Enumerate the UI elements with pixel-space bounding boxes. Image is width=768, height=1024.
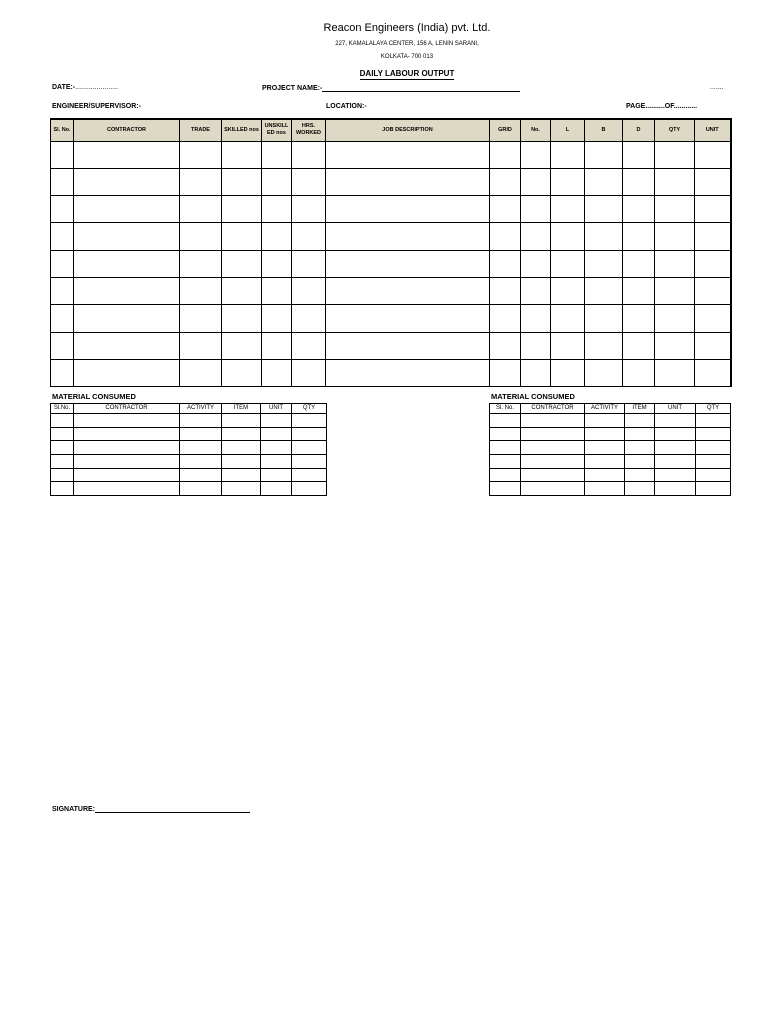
labour-table-cell[interactable] — [521, 196, 551, 223]
material-right-cell[interactable] — [521, 482, 585, 496]
labour-table-cell[interactable] — [623, 141, 655, 168]
material-right-cell[interactable] — [521, 427, 585, 441]
material-left-row — [51, 441, 327, 455]
labour-table-cell[interactable] — [490, 359, 521, 386]
labour-table-cell[interactable] — [490, 223, 521, 250]
material-left-row — [51, 455, 327, 469]
labour-table-row — [51, 196, 731, 223]
material-left-cell[interactable] — [74, 441, 180, 455]
project-label: PROJECT NAME:- — [262, 85, 323, 92]
labour-table-cell[interactable] — [585, 277, 623, 304]
labour-table-cell[interactable] — [292, 277, 326, 304]
labour-table-cell[interactable] — [292, 168, 326, 195]
labour-table-cell[interactable] — [695, 305, 731, 332]
labour-table-cell[interactable] — [180, 359, 222, 386]
labour-table-cell[interactable] — [180, 223, 222, 250]
labour-table-cell[interactable] — [262, 168, 292, 195]
material-left-cell[interactable] — [180, 468, 222, 482]
labour-table-cell[interactable] — [326, 305, 490, 332]
labour-table-cell[interactable] — [292, 332, 326, 359]
labour-table-cell[interactable] — [292, 305, 326, 332]
material-right-cell[interactable] — [696, 427, 731, 441]
labour-table-cell[interactable] — [262, 332, 292, 359]
material-left-col-header: Sl.No. — [51, 404, 74, 414]
labour-table-cell[interactable] — [585, 168, 623, 195]
material-right-cell[interactable] — [490, 414, 521, 428]
labour-table-cell[interactable] — [521, 141, 551, 168]
material-left-header-row — [51, 404, 327, 414]
labour-table-cell[interactable] — [551, 196, 585, 223]
material-right-cell[interactable] — [655, 441, 696, 455]
right-dots: ....... — [710, 84, 724, 91]
labour-table-cell[interactable] — [51, 223, 74, 250]
labour-table-cell[interactable] — [222, 168, 262, 195]
material-right-cell[interactable] — [655, 427, 696, 441]
labour-table-cell[interactable] — [695, 332, 731, 359]
labour-table-cell[interactable] — [326, 332, 490, 359]
labour-table-cell[interactable] — [585, 196, 623, 223]
labour-table-cell[interactable] — [655, 168, 695, 195]
signature-line — [95, 805, 250, 813]
labour-table-cell[interactable] — [51, 277, 74, 304]
labour-table-cell[interactable] — [180, 277, 222, 304]
labour-table-cell[interactable] — [695, 141, 731, 168]
material-right-cell[interactable] — [521, 455, 585, 469]
labour-table-cell[interactable] — [51, 168, 74, 195]
labour-table-cell[interactable] — [551, 141, 585, 168]
labour-table-cell[interactable] — [623, 168, 655, 195]
labour-table-cell[interactable] — [585, 332, 623, 359]
labour-table-cell[interactable] — [180, 250, 222, 277]
material-left-cell[interactable] — [292, 455, 327, 469]
labour-table-cell[interactable] — [585, 223, 623, 250]
labour-table-cell[interactable] — [623, 250, 655, 277]
labour-table-row — [51, 332, 731, 359]
labour-table-cell[interactable] — [551, 168, 585, 195]
project-field — [262, 84, 520, 92]
material-right-col-header: CONTRACTOR — [521, 404, 585, 414]
labour-table-cell[interactable] — [551, 332, 585, 359]
material-left-cell[interactable] — [51, 468, 74, 482]
labour-table-col-header: D — [623, 119, 655, 141]
labour-table-cell[interactable] — [695, 359, 731, 386]
material-right-cell[interactable] — [585, 455, 625, 469]
material-left-cell[interactable] — [261, 414, 292, 428]
location-label: LOCATION:- — [326, 103, 367, 110]
material-right-cell[interactable] — [625, 427, 655, 441]
labour-table-row — [51, 305, 731, 332]
labour-table-cell[interactable] — [326, 359, 490, 386]
material-left-cell[interactable] — [261, 482, 292, 496]
labour-table-cell[interactable] — [521, 305, 551, 332]
labour-table-cell[interactable] — [623, 196, 655, 223]
material-right-cell[interactable] — [625, 414, 655, 428]
material-left-cell[interactable] — [74, 455, 180, 469]
material-left-col-header: ACTIVITY — [180, 404, 222, 414]
material-left-cell[interactable] — [292, 427, 327, 441]
labour-table-cell[interactable] — [623, 332, 655, 359]
material-left-cell[interactable] — [180, 414, 222, 428]
material-right-cell[interactable] — [490, 427, 521, 441]
labour-table-row — [51, 277, 731, 304]
labour-table-cell[interactable] — [490, 168, 521, 195]
material-left-cell[interactable] — [261, 468, 292, 482]
material-left-cell[interactable] — [222, 455, 261, 469]
material-right-cell[interactable] — [625, 482, 655, 496]
labour-table-cell[interactable] — [74, 196, 180, 223]
signature-label: SIGNATURE: — [52, 806, 96, 813]
material-right-cell[interactable] — [696, 455, 731, 469]
material-left-row — [51, 414, 327, 428]
material-left-cell[interactable] — [261, 455, 292, 469]
labour-table-cell[interactable] — [695, 168, 731, 195]
page-label: PAGE..........OF............ — [626, 103, 698, 110]
material-left-cell[interactable] — [74, 427, 180, 441]
material-right-cell[interactable] — [585, 414, 625, 428]
labour-table-cell[interactable] — [326, 250, 490, 277]
material-right-col-header: ITEM — [625, 404, 655, 414]
labour-table-cell[interactable] — [222, 332, 262, 359]
labour-table-cell[interactable] — [521, 359, 551, 386]
labour-table-cell[interactable] — [222, 277, 262, 304]
labour-table-cell[interactable] — [262, 277, 292, 304]
labour-table-cell[interactable] — [222, 250, 262, 277]
labour-table-cell[interactable] — [262, 250, 292, 277]
labour-table-cell[interactable] — [695, 277, 731, 304]
labour-table-cell[interactable] — [551, 359, 585, 386]
material-right-cell[interactable] — [585, 482, 625, 496]
material-right-cell[interactable] — [696, 482, 731, 496]
labour-table-cell[interactable] — [180, 141, 222, 168]
material-right-cell[interactable] — [655, 414, 696, 428]
labour-table-cell[interactable] — [655, 332, 695, 359]
project-line — [322, 84, 520, 92]
material-right-cell[interactable] — [490, 468, 521, 482]
labour-table-cell[interactable] — [180, 332, 222, 359]
labour-table-cell[interactable] — [222, 196, 262, 223]
labour-table-cell[interactable] — [262, 359, 292, 386]
labour-table-col-header: UNIT — [695, 119, 731, 141]
material-left-col-header: UNIT — [261, 404, 292, 414]
labour-table-cell[interactable] — [623, 223, 655, 250]
material-left-cell[interactable] — [222, 427, 261, 441]
material-right-cell[interactable] — [490, 441, 521, 455]
labour-table-cell[interactable] — [655, 250, 695, 277]
material-left-cell[interactable] — [180, 482, 222, 496]
material-right-row — [490, 455, 731, 469]
material-right-cell[interactable] — [696, 468, 731, 482]
material-right-cell[interactable] — [625, 455, 655, 469]
material-left-cell[interactable] — [222, 441, 261, 455]
material-left-cell[interactable] — [292, 468, 327, 482]
labour-table-cell[interactable] — [585, 141, 623, 168]
material-left-cell[interactable] — [74, 468, 180, 482]
material-left-cell[interactable] — [222, 414, 261, 428]
labour-table-cell[interactable] — [655, 277, 695, 304]
material-right-row — [490, 441, 731, 455]
labour-table-cell[interactable] — [74, 277, 180, 304]
material-left-title: MATERIAL CONSUMED — [52, 392, 136, 401]
labour-table-cell[interactable] — [521, 277, 551, 304]
material-right-cell[interactable] — [490, 482, 521, 496]
labour-table-cell[interactable] — [51, 250, 74, 277]
labour-table-cell[interactable] — [292, 223, 326, 250]
material-left-col-header: ITEM — [222, 404, 261, 414]
labour-table-cell[interactable] — [695, 196, 731, 223]
material-left-cell[interactable] — [51, 455, 74, 469]
labour-table-cell[interactable] — [222, 305, 262, 332]
labour-table-cell[interactable] — [74, 141, 180, 168]
material-consumed-left-table — [50, 403, 327, 496]
labour-table-cell[interactable] — [521, 332, 551, 359]
labour-table-cell[interactable] — [262, 196, 292, 223]
labour-table-cell[interactable] — [521, 168, 551, 195]
material-left-cell[interactable] — [180, 455, 222, 469]
signature-field — [52, 805, 250, 813]
labour-header-row — [51, 119, 731, 141]
labour-table-cell[interactable] — [623, 305, 655, 332]
material-left-cell[interactable] — [292, 414, 327, 428]
material-consumed-right-table — [489, 403, 731, 496]
material-right-cell[interactable] — [521, 468, 585, 482]
material-left-cell[interactable] — [222, 482, 261, 496]
material-left-row — [51, 468, 327, 482]
material-right-cell[interactable] — [655, 482, 696, 496]
labour-table-cell[interactable] — [623, 359, 655, 386]
labour-table-col-header: CONTRACTOR — [74, 119, 180, 141]
labour-table-cell[interactable] — [655, 305, 695, 332]
material-left-col-header: QTY — [292, 404, 327, 414]
labour-table-cell[interactable] — [222, 359, 262, 386]
material-right-col-header: QTY — [696, 404, 731, 414]
labour-table-row — [51, 168, 731, 195]
material-left-cell[interactable] — [222, 468, 261, 482]
material-left-cell[interactable] — [180, 427, 222, 441]
material-right-cell[interactable] — [490, 455, 521, 469]
labour-table-cell[interactable] — [74, 359, 180, 386]
labour-table-col-header: GRID — [490, 119, 521, 141]
material-right-row — [490, 468, 731, 482]
labour-table-col-header: UNSKILL ED nos — [262, 119, 292, 141]
material-left-cell[interactable] — [74, 482, 180, 496]
labour-table-cell[interactable] — [585, 305, 623, 332]
labour-table-cell[interactable] — [490, 250, 521, 277]
labour-table-col-header: Sl. No. — [51, 119, 74, 141]
labour-table-col-header: B — [585, 119, 623, 141]
labour-table-cell[interactable] — [262, 223, 292, 250]
labour-table-cell[interactable] — [623, 277, 655, 304]
material-right-cell[interactable] — [585, 468, 625, 482]
labour-table-cell[interactable] — [551, 277, 585, 304]
labour-table-cell[interactable] — [74, 332, 180, 359]
labour-table-cell[interactable] — [585, 250, 623, 277]
material-left-cell[interactable] — [51, 427, 74, 441]
labour-table-cell[interactable] — [551, 250, 585, 277]
material-left-body — [51, 414, 327, 496]
labour-table-col-header: L — [551, 119, 585, 141]
material-right-title: MATERIAL CONSUMED — [491, 392, 575, 401]
material-right-row — [490, 482, 731, 496]
labour-output-table — [50, 118, 732, 387]
labour-table-cell[interactable] — [655, 196, 695, 223]
labour-table-cell[interactable] — [51, 196, 74, 223]
labour-table-cell[interactable] — [490, 332, 521, 359]
material-left-row — [51, 482, 327, 496]
labour-table-cell[interactable] — [74, 250, 180, 277]
material-right-row — [490, 427, 731, 441]
material-left-cell[interactable] — [74, 414, 180, 428]
labour-table-cell[interactable] — [521, 250, 551, 277]
material-right-cell[interactable] — [521, 441, 585, 455]
labour-table-cell[interactable] — [74, 223, 180, 250]
material-left-cell[interactable] — [51, 441, 74, 455]
address-line-2: KOLKATA- 700 013 — [380, 54, 434, 60]
labour-table-cell[interactable] — [222, 223, 262, 250]
labour-table-row — [51, 223, 731, 250]
material-left-cell[interactable] — [180, 441, 222, 455]
labour-table-cell[interactable] — [695, 250, 731, 277]
material-left-cell[interactable] — [292, 482, 327, 496]
labour-table-cell[interactable] — [292, 359, 326, 386]
labour-table-cell[interactable] — [655, 223, 695, 250]
material-left-col-header: CONTRACTOR — [74, 404, 180, 414]
date-dots: ...................... — [75, 84, 118, 91]
material-right-body — [490, 414, 731, 496]
material-right-row — [490, 414, 731, 428]
labour-table-cell[interactable] — [490, 277, 521, 304]
labour-table-cell[interactable] — [655, 141, 695, 168]
labour-body — [51, 141, 731, 387]
labour-table-cell[interactable] — [262, 141, 292, 168]
material-right-header-row — [490, 404, 731, 414]
labour-table-cell[interactable] — [585, 359, 623, 386]
labour-table-cell[interactable] — [326, 277, 490, 304]
material-right-cell[interactable] — [696, 441, 731, 455]
engineer-label: ENGINEER/SUPERVISOR:- — [52, 103, 141, 110]
material-right-cell[interactable] — [655, 468, 696, 482]
material-right-col-header: Sl. No. — [490, 404, 521, 414]
material-right-cell[interactable] — [696, 414, 731, 428]
labour-table-cell[interactable] — [326, 141, 490, 168]
labour-table-row — [51, 359, 731, 386]
labour-table-col-header: HRS. WORKED — [292, 119, 326, 141]
labour-table-cell[interactable] — [292, 141, 326, 168]
material-left-cell[interactable] — [261, 441, 292, 455]
labour-table-cell[interactable] — [551, 305, 585, 332]
labour-table-cell[interactable] — [74, 305, 180, 332]
labour-table-col-header: No. — [521, 119, 551, 141]
labour-table-cell[interactable] — [655, 359, 695, 386]
labour-table-cell[interactable] — [326, 196, 490, 223]
material-right-col-header: UNIT — [655, 404, 696, 414]
labour-table-row — [51, 141, 731, 168]
labour-table-cell[interactable] — [292, 196, 326, 223]
labour-table-cell[interactable] — [51, 141, 74, 168]
company-name: Reacon Engineers (India) pvt. Ltd. — [323, 22, 491, 34]
labour-table-col-header: SKILLED nos — [222, 119, 262, 141]
material-right-cell[interactable] — [585, 427, 625, 441]
form-title-text: DAILY LABOUR OUTPUT — [359, 69, 455, 78]
labour-table-row — [51, 250, 731, 277]
labour-table-cell[interactable] — [490, 141, 521, 168]
material-right-cell[interactable] — [625, 468, 655, 482]
material-right-col-header: ACTIVITY — [585, 404, 625, 414]
material-left-cell[interactable] — [51, 414, 74, 428]
labour-table-cell[interactable] — [51, 305, 74, 332]
material-left-cell[interactable] — [51, 482, 74, 496]
labour-table-cell[interactable] — [490, 196, 521, 223]
labour-table-cell[interactable] — [551, 223, 585, 250]
material-left-row — [51, 427, 327, 441]
labour-table-cell[interactable] — [51, 332, 74, 359]
material-right-cell[interactable] — [625, 441, 655, 455]
labour-table-cell[interactable] — [490, 305, 521, 332]
labour-table-col-header: TRADE — [180, 119, 222, 141]
labour-table-col-header: JOB DESCRIPTION — [326, 119, 490, 141]
date-field — [52, 84, 118, 91]
labour-table-cell[interactable] — [326, 168, 490, 195]
labour-table-cell[interactable] — [326, 223, 490, 250]
material-right-cell[interactable] — [585, 441, 625, 455]
labour-table-col-header: QTY — [655, 119, 695, 141]
labour-table-cell[interactable] — [74, 168, 180, 195]
labour-table-cell[interactable] — [222, 141, 262, 168]
form-title — [0, 69, 768, 78]
labour-table-cell[interactable] — [180, 196, 222, 223]
labour-table-cell[interactable] — [180, 305, 222, 332]
labour-table-cell[interactable] — [292, 250, 326, 277]
material-right-cell[interactable] — [655, 455, 696, 469]
material-left-cell[interactable] — [292, 441, 327, 455]
date-label: DATE:- — [52, 84, 76, 91]
labour-table-cell[interactable] — [262, 305, 292, 332]
address-line-1: 227, KAMALALAYA CENTER, 156 A, LENIN SARANI, — [335, 41, 479, 47]
material-right-cell[interactable] — [521, 414, 585, 428]
labour-table-cell[interactable] — [695, 223, 731, 250]
labour-table-cell[interactable] — [180, 168, 222, 195]
material-left-cell[interactable] — [261, 427, 292, 441]
labour-table-cell[interactable] — [51, 359, 74, 386]
labour-table-cell[interactable] — [521, 223, 551, 250]
